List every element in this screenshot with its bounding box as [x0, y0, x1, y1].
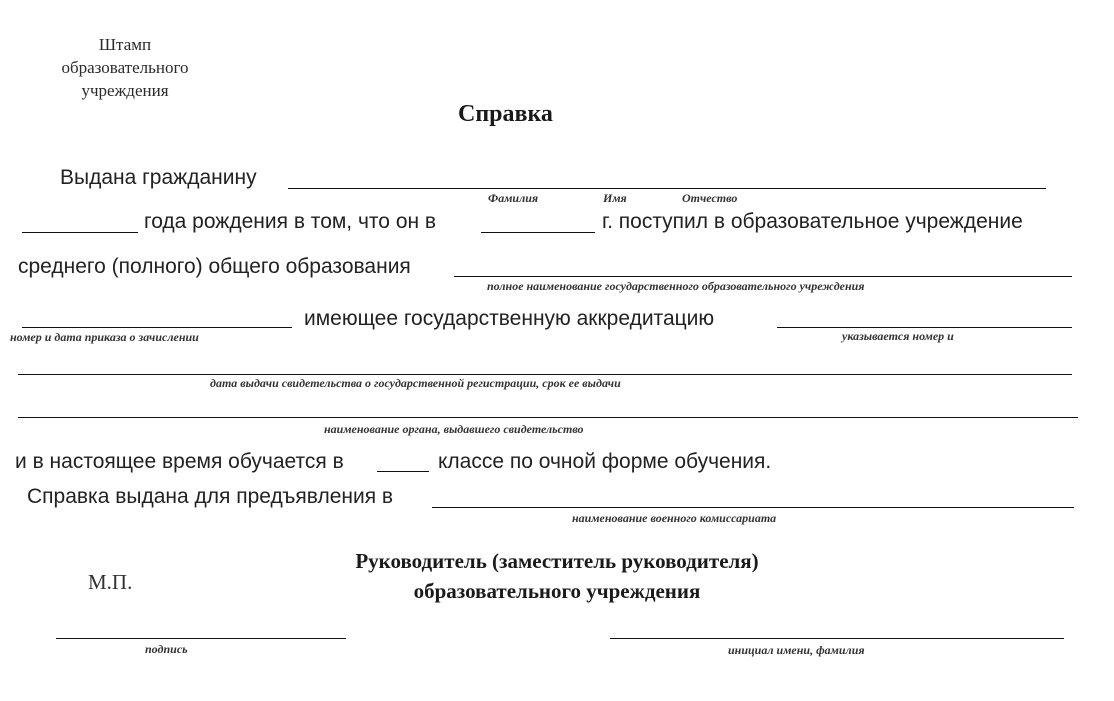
accreditation-number-line[interactable]	[777, 327, 1072, 328]
birth-year-text: года рождения в том, что он в	[144, 210, 437, 233]
signature-line[interactable]	[56, 638, 346, 639]
institution-name-line[interactable]	[454, 276, 1072, 277]
presentation-text: Справка выдана для предъявления в	[27, 485, 394, 508]
initials-line[interactable]	[610, 638, 1064, 639]
stamp-line-1: Штамп	[98, 35, 152, 54]
head-title-line-2: образовательного учреждения	[413, 579, 701, 603]
institution-name-hint: полное наименование государственного образовательного учреждения	[487, 279, 865, 293]
admission-text: г. поступил в образовательное учреждение	[602, 210, 1023, 233]
stamp-line-2: образовательного	[61, 58, 189, 77]
enrollment-order-line[interactable]	[22, 327, 292, 328]
certificate-date-hint: дата выдачи свидетельства о государственной регистрации, срок ее выдачи	[210, 376, 621, 390]
initials-hint: инициал имени, фамилия	[728, 643, 865, 657]
grade-line[interactable]	[377, 471, 429, 472]
surname-hint: Фамилия	[488, 191, 539, 205]
issued-to-label: Выдана гражданину	[60, 166, 257, 189]
issuing-authority-line[interactable]	[18, 417, 1078, 418]
signature-hint: подпись	[145, 642, 188, 656]
issuing-authority-hint: наименование органа, выдавшего свидетельство	[324, 422, 584, 436]
birth-year-line[interactable]	[22, 232, 138, 233]
document-title: Справка	[458, 101, 553, 127]
full-name-line[interactable]	[288, 188, 1046, 189]
seal-place-label: М.П.	[88, 570, 133, 594]
stamp-label	[40, 33, 210, 102]
admission-year-line[interactable]	[481, 232, 595, 233]
education-level-text: среднего (полного) общего образования	[18, 255, 411, 278]
head-title-line-1: Руководитель (заместитель руководителя)	[355, 549, 759, 573]
certificate-date-line[interactable]	[18, 374, 1072, 375]
stamp-line-3: учреждения	[81, 81, 169, 100]
enrollment-order-hint: номер и дата приказа о зачислении	[10, 330, 199, 344]
accreditation-text: имеющее государственную аккредитацию	[304, 307, 715, 330]
military-office-line[interactable]	[432, 507, 1074, 508]
studying-text: и в настоящее время обучается в	[15, 450, 344, 473]
name-hint: Имя	[603, 191, 627, 205]
military-office-hint: наименование военного комиссариата	[572, 511, 777, 525]
patronymic-hint: Отчество	[682, 191, 738, 205]
accreditation-number-hint: указывается номер и	[842, 329, 954, 343]
study-form-text: классе по очной форме обучения.	[438, 450, 772, 473]
